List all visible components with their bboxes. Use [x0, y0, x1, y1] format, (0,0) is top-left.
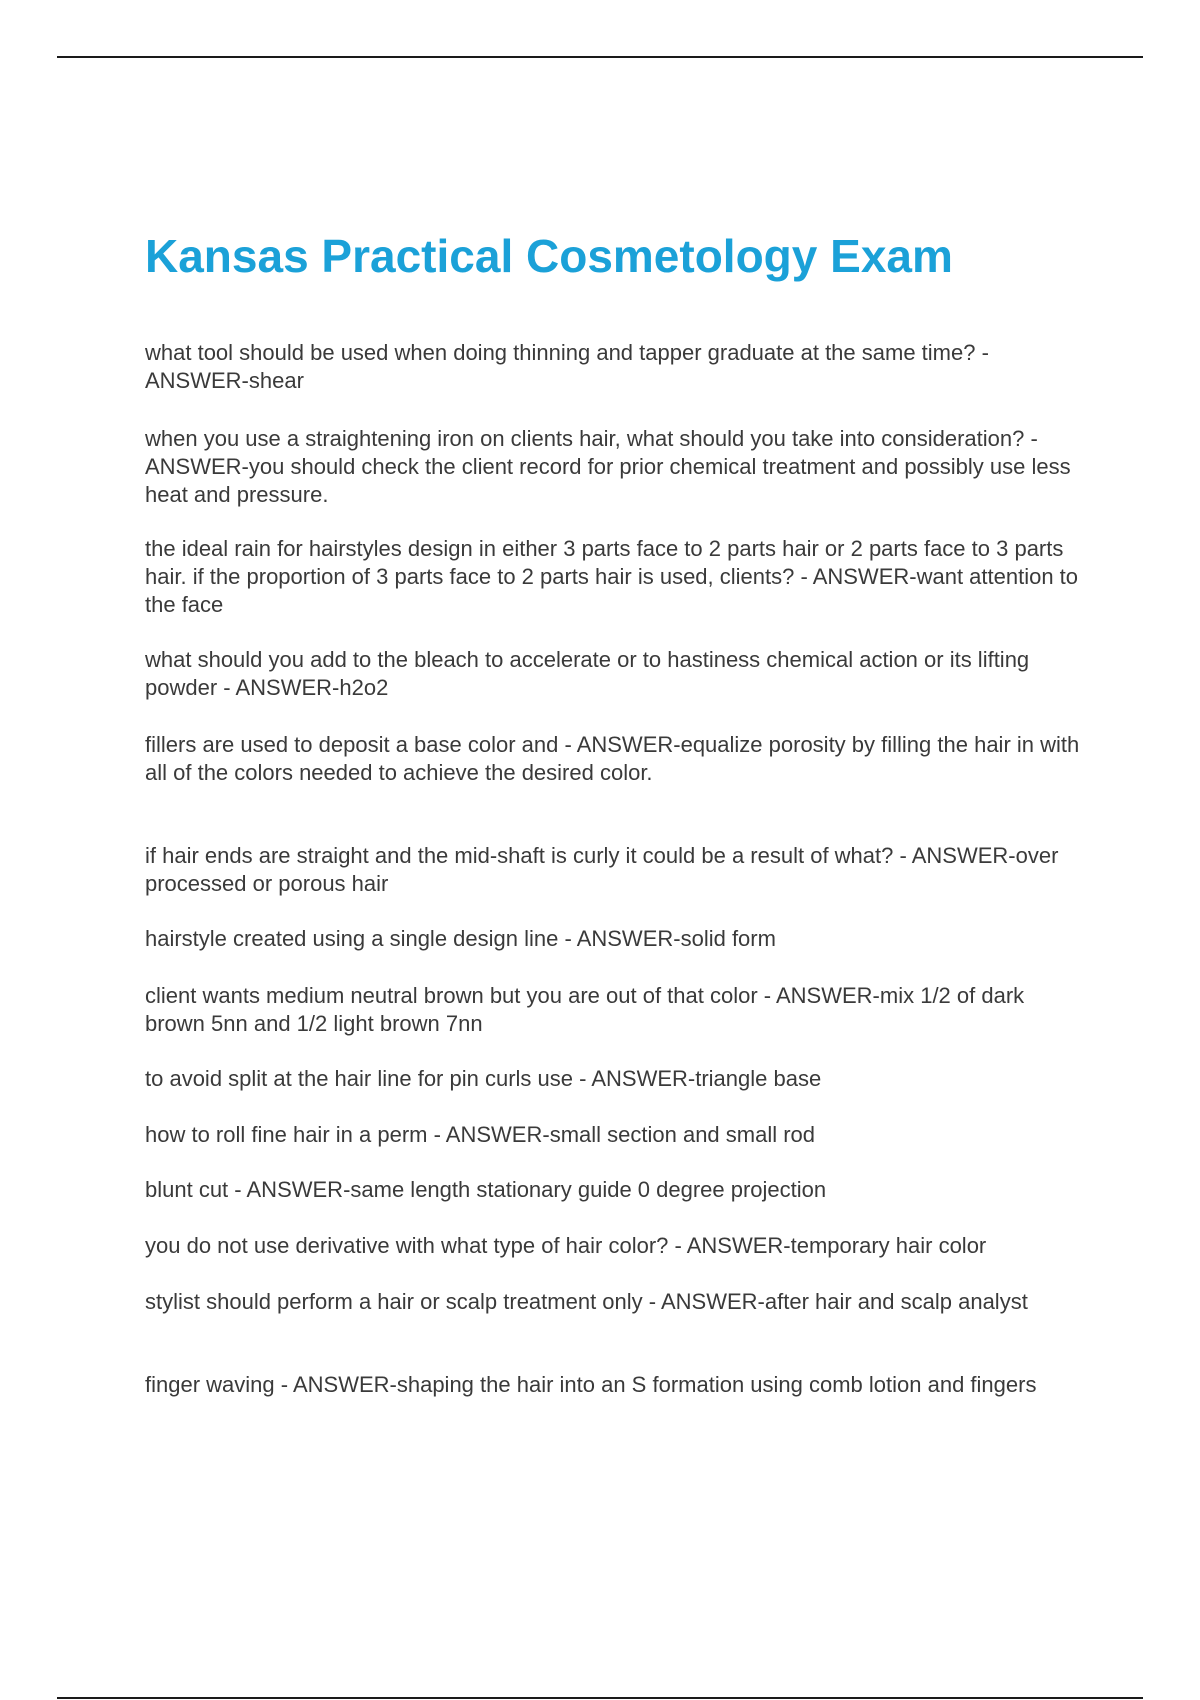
qa-item: the ideal rain for hairstyles design in either 3 parts face to 2 parts hair or 2 parts face to 3 parts hair. if the proportion of 3 parts face to 2 parts hair is used, clients? - ANSWER-want attention to the face	[145, 536, 1079, 617]
qa-item: how to roll fine hair in a perm - ANSWER-small section and small rod	[145, 1122, 816, 1147]
qa-item: to avoid split at the hair line for pin curls use - ANSWER-triangle base	[145, 1066, 822, 1091]
qa-item: hairstyle created using a single design line - ANSWER-solid form	[145, 926, 776, 951]
qa-item: blunt cut - ANSWER-same length stationary guide 0 degree projection	[145, 1177, 827, 1202]
qa-item: finger waving - ANSWER-shaping the hair into an S formation using comb lotion and fingers	[145, 1372, 1037, 1397]
qa-item: client wants medium neutral brown but you are out of that color - ANSWER-mix 1/2 of dark brown 5nn and 1/2 light brown 7nn	[145, 983, 1025, 1036]
qa-item: if hair ends are straight and the mid-shaft is curly it could be a result of what? - ANSWER-over processed or porous hair	[145, 843, 1059, 896]
qa-item: what tool should be used when doing thinning and tapper graduate at the same time? - ANSWER-shear	[145, 340, 989, 393]
page-title: Kansas Practical Cosmetology Exam	[145, 230, 953, 282]
qa-item: stylist should perform a hair or scalp treatment only - ANSWER-after hair and scalp analyst	[145, 1289, 1028, 1314]
qa-item: you do not use derivative with what type of hair color? - ANSWER-temporary hair color	[145, 1233, 987, 1258]
top-rule	[57, 56, 1143, 58]
qa-item: what should you add to the bleach to accelerate or to hastiness chemical action or its lifting powder - ANSWER-h2o2	[145, 647, 1030, 700]
qa-item: when you use a straightening iron on clients hair, what should you take into consideration? - ANSWER-you should check the client record for prior chemical treatment and possibly use less heat and pressure.	[145, 426, 1071, 507]
qa-item: fillers are used to deposit a base color and - ANSWER-equalize porosity by filling the hair in with all of the colors needed to achieve the desired color.	[145, 732, 1080, 785]
bottom-rule	[57, 1697, 1143, 1699]
